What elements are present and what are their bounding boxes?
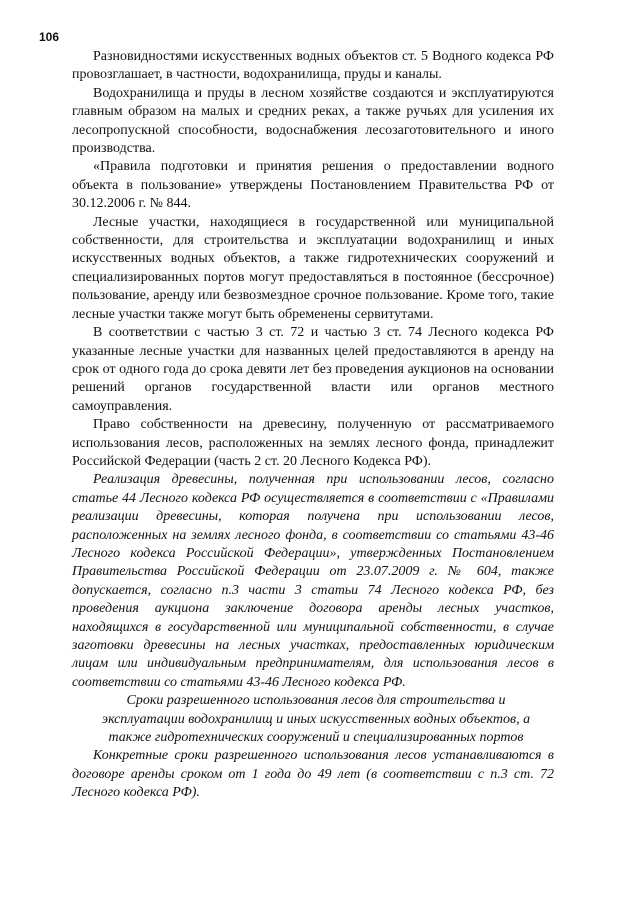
final-paragraph: Конкретные сроки разрешенного использования лесов устанавливаются в договоре аренды сроком от 1 года до 49 лет (в соответствии с п.3 ст. 72 Лесного кодекса РФ).: [72, 748, 554, 801]
paragraph: Лесные участки, находящиеся в государственной или муниципальной собственности, для строительства и эксплуатации водохранилищ и иных искусственных водных объектов, а также гидротехнических сооружений и специализированных портов могут предоставляться в постоянное (бессрочное) пользование, аренду или безвозмездное срочное пользование. Кроме того, такие лесные участки также могут быть обременены сервитутами.: [72, 214, 554, 322]
section-heading: Сроки разрешенного использования лесов для строительства и эксплуатации водохранилищ и иных искусственных водных объектов, а также гидротехнических сооружений и специализированных портов: [101, 693, 531, 746]
italic-paragraph: Реализация древесины, полученная при использовании лесов, согласно статье 44 Лесного кодекса РФ осуществляется в соответствии с «Правилами реализации древесины, которая получена при использовании лесов, расположенных на землях лесного фонда, в соответствии со статьями 43-46 Лесного кодекса Российской Федерации», утвержденных Постановлением Правительства Российской Федерации от 23.07.2009 г. № 604, также допускается, согласно п.3 части 3 статьи 74 Лесного кодекса РФ, без проведения аукциона заключение договора аренды лесных участков, находящихся в государственной или муниципальной собственности, в случае заготовки древесины на лесных участках, предоставленных юридическим лицам или индивидуальным предпринимателям, для использования лесов в соответствии со статьями 43-46 Лесного кодекса РФ.: [72, 472, 554, 690]
page-number: 106: [39, 30, 60, 44]
paragraph: Водохранилища и пруды в лесном хозяйстве создаются и эксплуатируются главным образом на малых и средних реках, а также ручьях для усиления их лесопропускной способности, водоснабжения лесозаготовительного и иного производства.: [72, 85, 554, 157]
paragraph: Разновидностями искусственных водных объектов ст. 5 Водного кодекса РФ провозглашает, в частности, водохранилища, пруды и каналы.: [72, 49, 554, 83]
page-body: [72, 48, 554, 803]
paragraph: «Правила подготовки и принятия решения о предоставлении водного объекта в пользование» утверждены Постановлением Правительства РФ от 30.12.2006 г. № 844.: [72, 159, 554, 212]
paragraph: Право собственности на древесину, полученную от рассматриваемого использования лесов, расположенных на землях лесного фонда, принадлежит Российской Федерации (часть 2 ст. 20 Лесного Кодекса РФ).: [72, 417, 554, 469]
paragraph: В соответствии с частью 3 ст. 72 и частью 3 ст. 74 Лесного кодекса РФ указанные лесные участки для названных целей предоставляются в аренду на срок от одного года до срока девяти лет без проведения аукционов на основании решений органов государственной власти или органов местного самоуправления.: [72, 325, 554, 414]
